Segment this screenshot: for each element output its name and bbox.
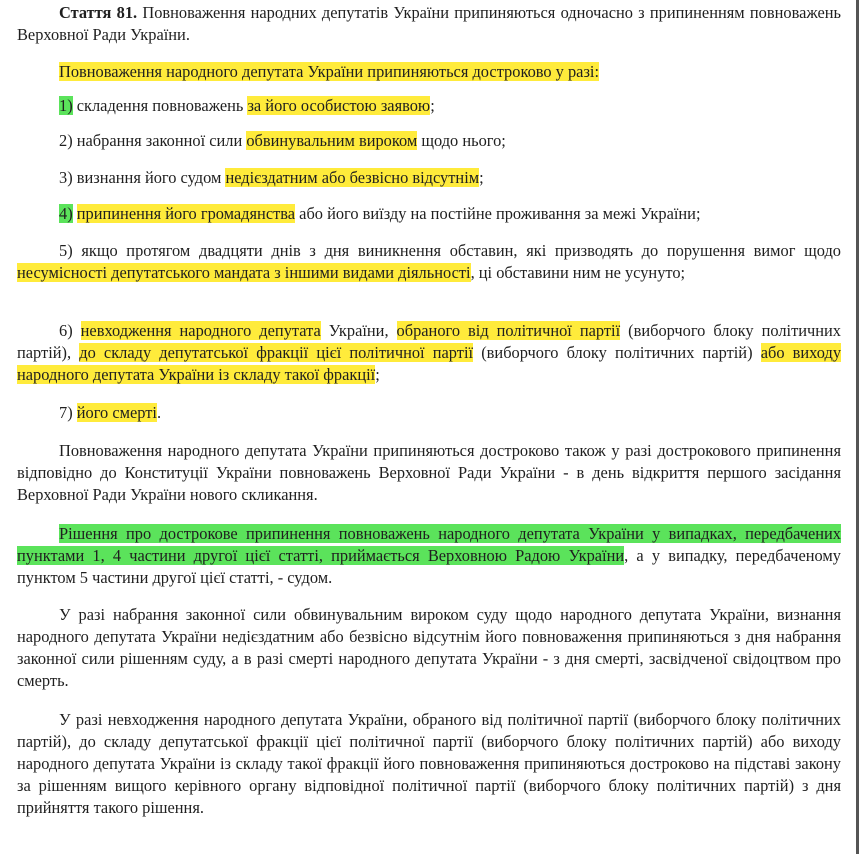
item-number: 1): [59, 96, 73, 115]
highlight-yellow: за його особистою заявою: [247, 96, 431, 115]
faction-exit-paragraph: У разі невходження народного депутата України, обраного від політичної партії (виборчого блоку політичних партій), до складу депутатської фракції цієї політичної партії (виборчого блоку політичних партій) або виходу народного депутата України із складу такої фракції його повноваження припиняються достроково на підставі закону за рішенням вищого керівного органу відповідної політичної партії (виборчого блоку політичних партій) з дня прийняття такого рішення.: [17, 710, 841, 817]
item-number: 5): [59, 241, 73, 260]
highlight-yellow: або виходу народного депутата України із складу такої фракції: [17, 343, 842, 384]
highlight-green: Рішення про дострокове припинення повноважень народного депутата України у випадках, передбачених пунктами 1, 4 частини другої цієї статті, приймається Верховною Радою України: [17, 524, 841, 565]
list-item-2: 2) набрання законної сили обвинувальним вироком щодо нього;: [59, 131, 506, 150]
highlight-yellow: обвинувальним вироком: [246, 131, 418, 150]
early-termination-paragraph: [17, 61, 841, 83]
list-item-5: 5) якщо протягом двадцяти днів з дня виникнення обставин, які призводять до порушення вимог щодо несумісності депутатського мандата з іншими видами діяльності, ці обставини ним не усунуто;: [17, 241, 841, 282]
list-item-4: 4) припинення його громадянства або його виїзду на постійне проживання за межі України;: [59, 204, 701, 223]
highlight-yellow: Повноваження народного депутата України припиняються достроково у разі:: [59, 62, 600, 81]
highlight-yellow: несумісності депутатського мандата з іншими видами діяльності: [17, 263, 471, 282]
list-item-1: 1) складення повноважень за його особистою заявою;: [59, 96, 435, 115]
highlight-yellow: до складу депутатської фракції цієї політичної партії: [79, 343, 474, 362]
item-number: 2): [59, 131, 73, 150]
highlight-yellow: невходження народного депутата: [80, 321, 321, 340]
decision-paragraph: Рішення про дострокове припинення повноважень народного депутата України у випадках, передбачених пунктами 1, 4 частини другої цієї статті, приймається Верховною Радою України, а у випадку, передбаченому пунктом 5 частини другої цієї статті, - судом.: [17, 524, 841, 587]
list-item-7: 7) його смерті.: [59, 403, 162, 422]
item-number: 7): [59, 403, 73, 422]
highlight-yellow: припинення його громадянства: [76, 204, 296, 223]
article-heading-paragraph: [17, 2, 841, 46]
highlight-yellow: обраного від політичної партії: [396, 321, 621, 340]
list-item-3: 3) визнання його судом недієздатним або безвісно відсутнім;: [59, 168, 484, 187]
highlight-yellow: його смерті: [76, 403, 157, 422]
article-intro: Повноваження народних депутатів України припиняються одночасно з припиненням повноважень Верховної Ради України.: [17, 3, 841, 44]
item-number: 3): [59, 168, 73, 187]
parliament-termination-paragraph: Повноваження народного депутата України припиняються достроково також у разі дострокового припинення відповідно до Конституції України повноважень Верховної Ради України - в день відкриття першого засідання Верховної Ради України нового скликання.: [17, 441, 841, 504]
item-number: 4): [59, 204, 73, 223]
highlight-yellow: недієздатним або безвісно відсутнім: [225, 168, 480, 187]
list-item-6: 6) невходження народного депутата України, обраного від політичної партії (виборчого блоку політичних партій), до складу депутатської фракції цієї політичної партії (виборчого блоку політичних партій) або виходу народного депутата України із складу такої фракції;: [17, 321, 842, 384]
court-verdict-paragraph: У разі набрання законної сили обвинувальним вироком суду щодо народного депутата України, визнання народного депутата України недієздатним або безвісно відсутнім його повноваження припиняються з дня набрання законної сили рішенням суду, а в разі смерті народного депутата України - з дня смерті, засвідченої свідоцтвом про смерть.: [17, 605, 841, 690]
article-number: Стаття 81.: [59, 3, 138, 22]
item-number: 6): [59, 321, 73, 340]
